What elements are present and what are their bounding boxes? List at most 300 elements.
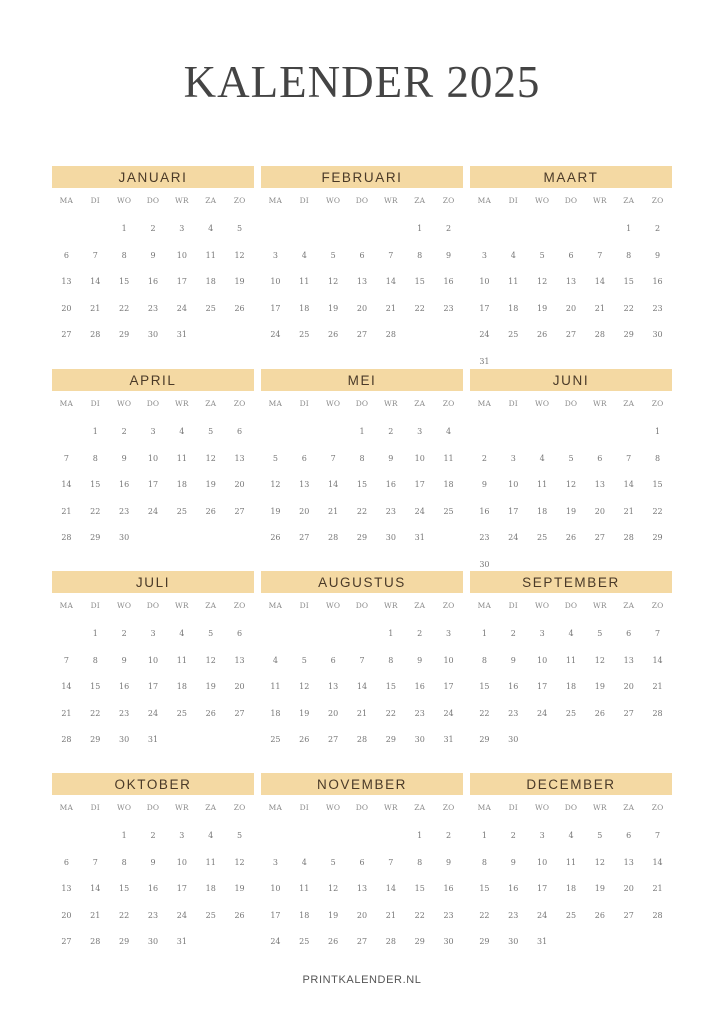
weekday-label: DI [90,399,100,408]
day-cell: 15 [90,682,101,692]
day-cell: 2 [446,224,452,233]
day-cell: 26 [234,910,245,920]
day-cell: 8 [417,250,423,260]
weekday-header-row [261,397,463,411]
day-cell: 31 [479,356,490,366]
day-cell: 3 [150,427,156,436]
day-cell: 19 [234,884,245,894]
weekday-label: WR [592,196,607,205]
month-header: JUNI [470,369,672,391]
empty-day-cell [319,216,348,243]
empty-day-cell [557,419,586,446]
weekday-label: MA [477,803,492,812]
day-cell: 1 [121,224,127,233]
day-cell: 26 [594,910,605,920]
day-cell: 18 [205,884,216,894]
day-cell: 2 [446,831,452,840]
day-cell: 8 [481,655,487,665]
day-cell: 6 [237,629,243,638]
weekday-label: WO [326,601,341,610]
day-cell: 16 [385,480,396,490]
day-cell: 5 [330,857,336,867]
weekday-label: DO [564,601,578,610]
day-cell: 30 [479,559,490,569]
day-cell: 2 [121,629,127,638]
day-cell: 6 [626,629,632,638]
day-cell: 5 [539,250,545,260]
day-cell: 22 [119,910,130,920]
day-cell: 15 [414,884,425,894]
day-cell: 13 [299,480,310,490]
empty-day-cell [52,621,81,648]
day-cell: 28 [623,533,634,543]
day-cell: 20 [61,303,72,313]
day-cell: 30 [119,735,130,745]
day-cell: 1 [388,629,394,638]
weekday-header-row [261,194,463,208]
day-cell: 7 [63,655,69,665]
day-cell: 10 [443,655,454,665]
day-cell: 30 [508,937,519,947]
month-header: JANUARI [52,166,254,188]
day-cell: 13 [565,277,577,287]
day-cell: 15 [414,277,425,287]
weekday-label: MA [268,399,283,408]
empty-day-cell [290,419,319,446]
day-cell: 22 [652,506,663,516]
day-cell: 14 [623,480,634,490]
day-cell: 25 [565,708,577,718]
day-cell: 19 [594,884,605,894]
day-cell: 5 [237,831,243,840]
day-cell: 2 [150,224,156,233]
day-cell: 4 [179,629,185,638]
day-cell: 16 [508,682,519,692]
day-cell: 18 [508,303,519,313]
day-cell: 3 [417,427,423,436]
day-cell: 9 [481,480,487,490]
day-cell: 31 [176,937,187,947]
day-cell: 31 [147,735,159,745]
empty-day-cell [319,823,348,850]
weekday-label: ZA [623,601,635,610]
weekday-header-row [470,599,672,613]
day-cell: 6 [63,857,69,867]
day-cell: 11 [565,655,577,665]
weekday-label: ZA [623,399,635,408]
weekday-label: ZA [623,196,635,205]
day-cell: 11 [205,857,216,867]
day-cell: 20 [594,506,605,516]
weekday-label: WO [117,601,132,610]
day-cell: 24 [508,533,519,543]
day-cell: 19 [299,708,310,718]
day-cell: 17 [147,480,159,490]
day-cell: 31 [537,937,548,947]
weekday-label: MA [477,399,492,408]
day-cell: 16 [119,480,130,490]
day-cell: 21 [90,303,101,313]
month-header: DECEMBER [470,773,672,795]
day-cell: 8 [121,857,127,867]
weekday-label: DI [508,196,518,205]
day-cell: 27 [356,330,368,340]
weekday-label: ZO [651,803,664,812]
day-cell: 23 [385,506,396,516]
day-cell: 7 [63,453,69,463]
day-cell: 25 [176,708,187,718]
day-cell: 29 [385,735,396,745]
day-cell: 19 [537,303,548,313]
day-cell: 13 [234,655,245,665]
day-cell: 7 [655,629,661,638]
day-cell: 14 [594,277,605,287]
day-cell: 23 [652,303,663,313]
empty-day-cell [528,216,557,243]
weekday-header-row [52,397,254,411]
day-cell: 20 [61,910,72,920]
day-cell: 4 [568,629,574,638]
day-cell: 1 [481,831,487,840]
weekday-label: MA [477,196,492,205]
weekday-label: WO [117,196,132,205]
weekday-label: ZO [233,601,246,610]
day-cell: 8 [388,655,394,665]
day-cell: 29 [414,937,425,947]
day-cell: 5 [330,250,336,260]
day-cell: 12 [205,655,216,665]
day-cell: 21 [90,910,101,920]
empty-day-cell [261,216,290,243]
weekday-label: DI [90,601,100,610]
day-cell: 11 [270,682,281,692]
day-cell: 9 [388,453,394,463]
day-cell: 14 [90,277,101,287]
month-block-januari [52,166,254,349]
day-cell: 14 [385,884,396,894]
weekday-label: DO [564,803,578,812]
month-block-juni [470,369,672,579]
weekday-header-row [261,599,463,613]
page-title: KALENDER 2025 [183,57,541,107]
day-cell: 3 [539,831,545,840]
day-cell: 28 [90,330,101,340]
day-cell: 22 [414,910,425,920]
day-cell: 10 [537,655,548,665]
day-cell: 4 [446,427,452,436]
day-cell: 7 [597,250,603,260]
day-cell: 4 [208,831,214,840]
weekday-header-row [261,801,463,815]
month-block-april [52,369,254,552]
day-cell: 19 [328,910,339,920]
day-cell: 9 [150,250,156,260]
day-cell: 12 [328,884,339,894]
day-cell: 27 [234,708,245,718]
day-cell: 14 [61,480,72,490]
day-cell: 21 [385,303,396,313]
day-cell: 7 [92,250,98,260]
day-cell: 4 [179,427,185,436]
weekday-label: WR [592,601,607,610]
day-cell: 26 [270,533,281,543]
day-cell: 27 [328,735,339,745]
day-cell: 26 [234,303,245,313]
day-cell: 9 [510,655,516,665]
day-grid [261,823,463,956]
month-header: NOVEMBER [261,773,463,795]
day-cell: 15 [90,480,101,490]
day-cell: 11 [176,453,187,463]
weekday-label: WR [174,601,189,610]
day-grid [261,419,463,552]
day-cell: 29 [479,735,490,745]
day-cell: 16 [443,277,454,287]
weekday-label: MA [59,601,74,610]
day-cell: 20 [328,708,339,718]
day-cell: 24 [176,303,187,313]
day-cell: 8 [417,857,423,867]
day-cell: 23 [119,708,130,718]
day-cell: 4 [208,224,214,233]
day-cell: 18 [205,277,216,287]
weekday-label: MA [268,601,283,610]
day-cell: 3 [539,629,545,638]
empty-day-cell [376,823,405,850]
month-header: AUGUSTUS [261,571,463,593]
day-cell: 12 [594,857,605,867]
day-cell: 15 [356,480,368,490]
day-cell: 19 [234,277,245,287]
month-block-februari [261,166,463,349]
day-cell: 29 [652,533,663,543]
day-cell: 13 [356,884,368,894]
empty-day-cell [81,823,110,850]
day-cell: 3 [272,250,278,260]
day-grid [470,216,672,376]
empty-day-cell [585,419,614,446]
day-cell: 1 [92,427,98,436]
day-cell: 20 [623,682,634,692]
day-cell: 2 [388,427,394,436]
day-cell: 7 [92,857,98,867]
day-cell: 25 [205,910,216,920]
day-cell: 1 [92,629,98,638]
day-cell: 12 [594,655,605,665]
weekday-label: ZA [205,601,217,610]
weekday-label: WR [592,803,607,812]
weekday-label: ZA [414,803,426,812]
day-cell: 6 [359,857,365,867]
day-grid [52,216,254,349]
day-cell: 3 [272,857,278,867]
weekday-label: DO [146,803,160,812]
day-cell: 31 [176,330,187,340]
day-cell: 10 [176,857,187,867]
day-cell: 30 [508,735,519,745]
day-cell: 31 [414,533,425,543]
day-cell: 1 [626,224,632,233]
empty-day-cell [376,216,405,243]
day-cell: 29 [90,533,101,543]
day-cell: 12 [565,480,577,490]
day-cell: 29 [623,330,634,340]
day-cell: 22 [90,708,101,718]
weekday-label: WO [326,196,341,205]
day-cell: 2 [655,224,661,233]
day-cell: 20 [234,682,245,692]
month-block-oktober [52,773,254,956]
day-cell: 9 [655,250,661,260]
day-cell: 27 [594,533,605,543]
weekday-label: WR [174,803,189,812]
day-cell: 16 [147,277,159,287]
day-cell: 12 [270,480,281,490]
day-cell: 19 [205,682,216,692]
weekday-label: ZA [414,601,426,610]
day-cell: 14 [328,480,339,490]
day-cell: 21 [61,506,72,516]
day-cell: 6 [301,453,307,463]
day-cell: 11 [537,480,548,490]
day-cell: 13 [234,453,245,463]
day-cell: 28 [385,937,396,947]
month-header: MAART [470,166,672,188]
day-cell: 24 [147,506,159,516]
day-cell: 16 [508,884,519,894]
empty-day-cell [499,216,528,243]
day-cell: 23 [508,910,519,920]
weekday-label: ZA [414,196,426,205]
weekday-label: DO [355,601,369,610]
weekday-header-row [52,194,254,208]
day-cell: 28 [328,533,339,543]
day-cell: 11 [299,884,310,894]
weekday-label: DI [299,399,309,408]
day-grid [261,216,463,349]
day-cell: 25 [299,937,310,947]
day-cell: 21 [652,884,663,894]
day-cell: 6 [359,250,365,260]
weekday-header-row [470,194,672,208]
day-cell: 2 [510,831,516,840]
day-cell: 16 [119,682,130,692]
day-cell: 25 [270,735,281,745]
day-cell: 7 [388,250,394,260]
empty-day-cell [528,419,557,446]
day-cell: 22 [414,303,425,313]
weekday-label: DO [146,196,160,205]
weekday-label: DO [564,399,578,408]
day-cell: 26 [594,708,605,718]
day-cell: 8 [359,453,365,463]
day-cell: 18 [565,884,577,894]
day-cell: 24 [270,330,281,340]
day-cell: 6 [330,655,336,665]
weekday-label: DO [355,196,369,205]
day-cell: 30 [443,937,454,947]
day-cell: 21 [356,708,368,718]
day-cell: 10 [147,655,159,665]
day-cell: 28 [652,708,663,718]
day-cell: 29 [119,330,130,340]
day-cell: 18 [176,480,187,490]
day-cell: 7 [359,655,365,665]
day-cell: 15 [479,682,490,692]
day-cell: 17 [479,303,490,313]
day-cell: 3 [481,250,487,260]
day-cell: 13 [356,277,368,287]
weekday-label: DI [508,803,518,812]
weekday-label: ZO [651,601,664,610]
day-cell: 9 [510,857,516,867]
day-cell: 10 [270,277,281,287]
day-cell: 16 [414,682,425,692]
weekday-label: ZO [442,196,455,205]
day-cell: 5 [597,831,603,840]
day-cell: 10 [147,453,159,463]
day-cell: 10 [270,884,281,894]
day-cell: 10 [537,857,548,867]
day-cell: 23 [147,303,159,313]
weekday-label: DI [299,803,309,812]
day-cell: 28 [594,330,605,340]
day-cell: 26 [205,708,216,718]
day-cell: 19 [205,480,216,490]
day-cell: 27 [356,937,368,947]
day-cell: 30 [385,533,396,543]
day-cell: 24 [537,910,548,920]
day-cell: 25 [537,533,548,543]
day-cell: 13 [594,480,605,490]
day-cell: 18 [565,682,577,692]
day-cell: 6 [237,427,243,436]
weekday-label: WO [535,803,550,812]
day-cell: 16 [652,277,663,287]
day-cell: 15 [119,277,130,287]
month-header: JULI [52,571,254,593]
day-cell: 13 [328,682,339,692]
day-cell: 20 [356,910,368,920]
empty-day-cell [52,419,81,446]
empty-day-cell [585,216,614,243]
weekday-label: ZA [205,399,217,408]
day-cell: 24 [443,708,454,718]
day-cell: 25 [508,330,519,340]
day-cell: 22 [119,303,130,313]
weekday-label: WR [174,399,189,408]
day-cell: 15 [623,277,634,287]
empty-day-cell [614,419,643,446]
day-cell: 21 [328,506,339,516]
day-cell: 24 [147,708,159,718]
weekday-label: DO [355,803,369,812]
empty-day-cell [52,216,81,243]
day-cell: 9 [446,250,452,260]
empty-day-cell [319,419,348,446]
day-cell: 5 [568,453,574,463]
day-cell: 29 [479,937,490,947]
day-cell: 6 [568,250,574,260]
day-cell: 8 [121,250,127,260]
day-cell: 25 [299,330,310,340]
weekday-label: ZA [205,196,217,205]
month-header: OKTOBER [52,773,254,795]
day-cell: 11 [443,453,454,463]
weekday-label: DI [508,601,518,610]
day-cell: 16 [147,884,159,894]
day-cell: 20 [565,303,577,313]
